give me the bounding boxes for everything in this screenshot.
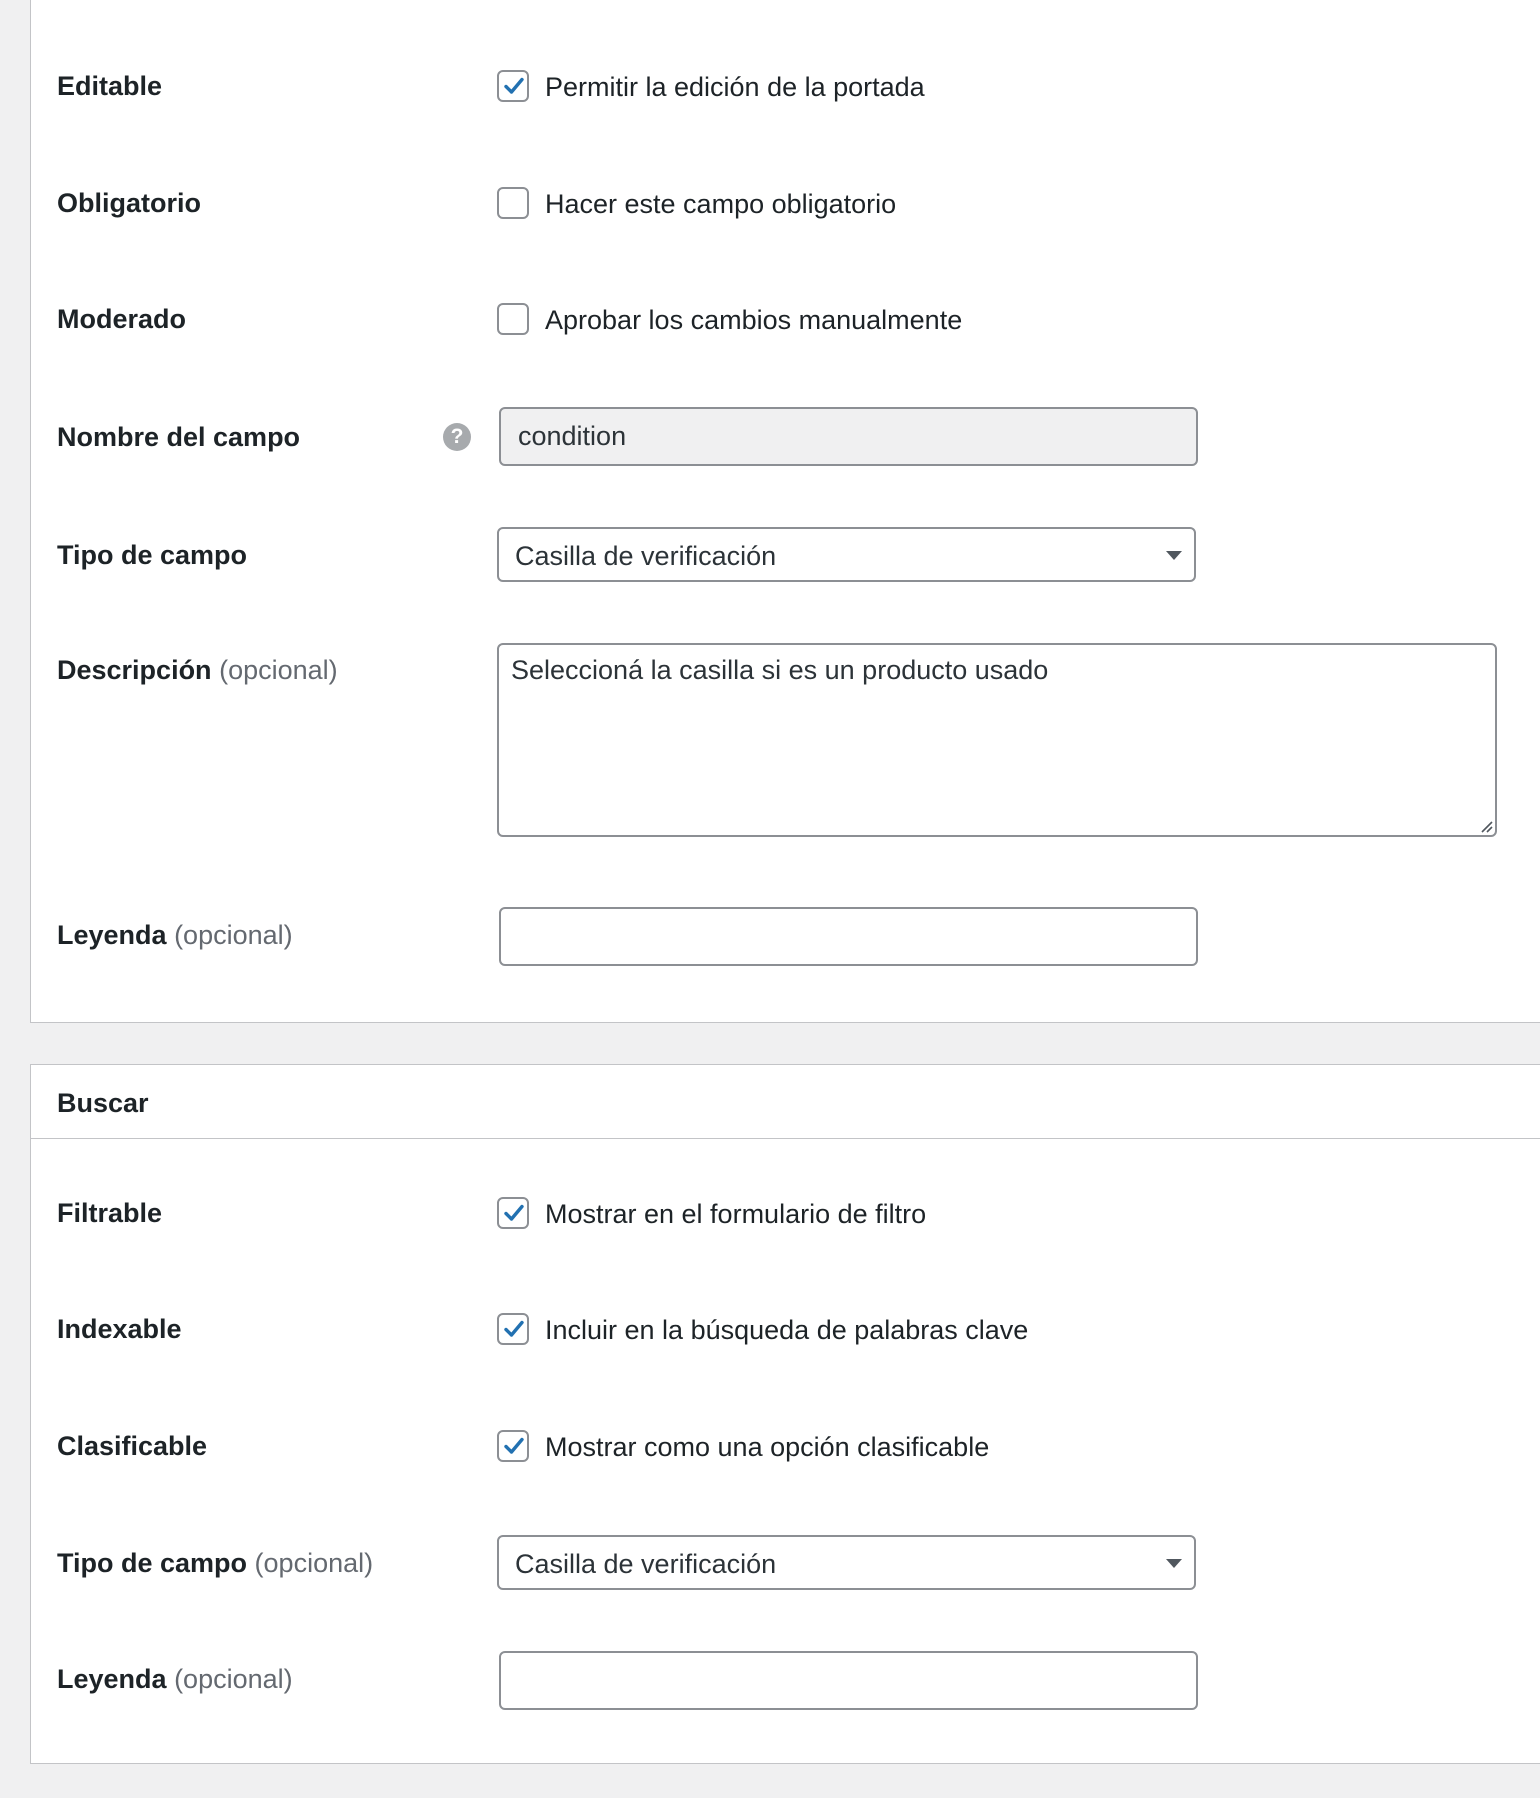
question-icon[interactable]: ? [443, 423, 471, 451]
resize-handle-icon[interactable] [1479, 819, 1493, 833]
checkmark-icon [501, 1316, 527, 1342]
search-caption-label [57, 1664, 293, 1695]
sortable-checkbox-label[interactable]: Mostrar como una opción clasificable [545, 1432, 990, 1462]
search-field-type-select[interactable] [497, 1535, 1196, 1590]
checkmark-icon [501, 1200, 527, 1226]
caption-optional: (opcional) [174, 920, 293, 950]
search-field-type-label [57, 1548, 373, 1579]
required-checkbox[interactable] [497, 187, 529, 219]
moderated-checkbox-label[interactable]: Aprobar los cambios manualmente [545, 305, 963, 335]
search-field-type-optional: (opcional) [254, 1548, 374, 1578]
description-label [57, 655, 338, 686]
field-type-select[interactable] [497, 527, 1196, 582]
sortable-label: Clasificable [57, 1431, 208, 1461]
description-label-text: Descripción [57, 655, 212, 685]
search-panel-title: Buscar [57, 1088, 149, 1118]
checkmark-icon [501, 1433, 527, 1459]
search-caption-input[interactable] [499, 1651, 1198, 1710]
filterable-checkbox-label[interactable]: Mostrar en el formulario de filtro [545, 1199, 927, 1229]
caption-label-text: Leyenda [57, 920, 167, 950]
required-label: Obligatorio [57, 188, 201, 218]
description-optional: (opcional) [219, 655, 338, 685]
required-checkbox-label[interactable]: Hacer este campo obligatorio [545, 189, 897, 219]
field-settings-panel [30, 0, 1540, 1023]
field-name-input[interactable]: condition [499, 407, 1198, 466]
sortable-checkbox[interactable] [497, 1430, 529, 1462]
filterable-label: Filtrable [57, 1198, 163, 1228]
search-caption-optional: (opcional) [174, 1664, 293, 1694]
editable-checkbox-label[interactable]: Permitir la edición de la portada [545, 72, 925, 102]
checkmark-icon [501, 73, 527, 99]
field-type-selected: Casilla de verificación [515, 541, 777, 571]
caption-label [57, 920, 293, 951]
filterable-checkbox[interactable] [497, 1197, 529, 1229]
dropdown-arrow-icon [1166, 551, 1182, 560]
description-value: Seleccioná la casilla si es un producto usado [511, 655, 1049, 685]
search-panel-header [31, 1065, 1540, 1139]
search-field-type-label-text: Tipo de campo [57, 1548, 248, 1578]
search-field-type-selected: Casilla de verificación [515, 1549, 777, 1579]
editable-label: Editable [57, 71, 163, 101]
field-type-label: Tipo de campo [57, 540, 248, 570]
indexable-label: Indexable [57, 1314, 182, 1344]
search-caption-label-text: Leyenda [57, 1664, 167, 1694]
description-textarea[interactable] [497, 643, 1497, 837]
indexable-checkbox[interactable] [497, 1313, 529, 1345]
field-name-label: Nombre del campo [57, 422, 301, 452]
indexable-checkbox-label[interactable]: Incluir en la búsqueda de palabras clave [545, 1315, 1029, 1345]
moderated-checkbox[interactable] [497, 303, 529, 335]
search-settings-panel [30, 1064, 1540, 1764]
moderated-label: Moderado [57, 304, 187, 334]
editable-checkbox[interactable] [497, 70, 529, 102]
caption-input[interactable] [499, 907, 1198, 966]
dropdown-arrow-icon [1166, 1559, 1182, 1568]
